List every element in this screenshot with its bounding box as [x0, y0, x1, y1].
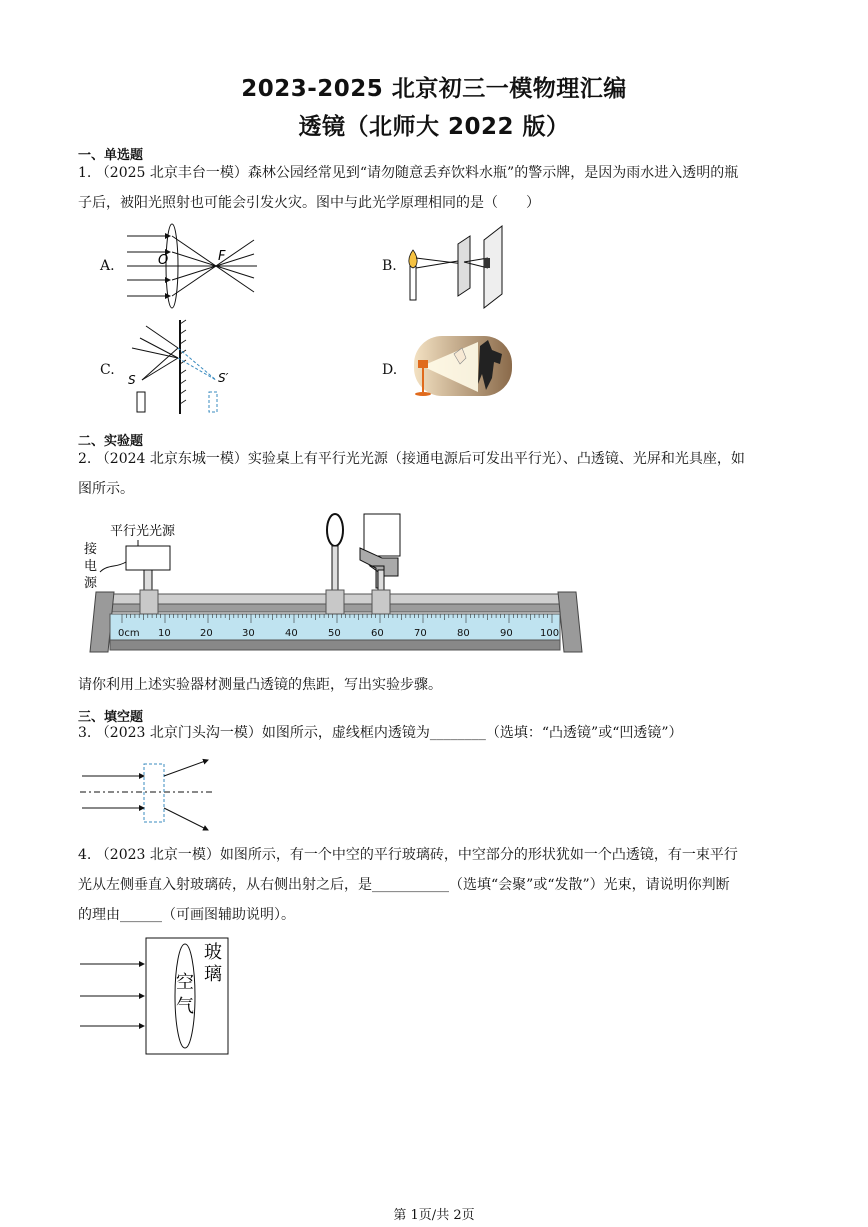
question-1 — [78, 158, 790, 218]
glass-label-1: 玻 — [204, 942, 222, 963]
question-4-line1: 4. （2023 北京一模）如图所示，有一个中空的平行玻璃砖，中空部分的形状犹如一个凸透镜，有一束平行 — [78, 847, 738, 863]
page-number: 第 1页/共 2页 — [393, 1208, 475, 1223]
option-d-figure — [410, 334, 515, 400]
point-o-label: O — [158, 253, 169, 268]
scale-label-90: 90 — [500, 628, 513, 639]
option-a-figure — [122, 222, 262, 312]
question-2 — [78, 444, 790, 504]
scale-label-70: 70 — [414, 628, 427, 639]
air-label-2: 气 — [176, 996, 194, 1017]
option-d-label: D. — [382, 362, 398, 378]
question-3-figure — [78, 758, 218, 834]
question-4-figure — [78, 934, 238, 1058]
power-label-3: 源 — [84, 576, 98, 591]
page-title-line2: 透镜（北师大 2022 版） — [298, 114, 570, 140]
question-4-line3: 的理由______（可画图辅助说明）。 — [78, 907, 295, 923]
question-4 — [78, 840, 790, 930]
question-1-line2: 子后，被阳光照射也可能会引发火灾。图中与此光学原理相同的是（ ） — [78, 195, 540, 211]
question-2-line1: 2. （2024 北京东城一模）实验桌上有平行光光源（接通电源后可发出平行光）、凸透镜、光屏和光具座，如 — [78, 451, 745, 467]
glass-label-2: 璃 — [204, 964, 222, 985]
section-heading-experiment: 二、实验题 — [78, 434, 144, 449]
optical-bench-figure — [78, 510, 593, 670]
scale-label-100: 100 — [540, 628, 560, 639]
option-b-figure — [404, 222, 514, 312]
scale-label-80: 80 — [457, 628, 470, 639]
point-s-prime-label: S′ — [218, 371, 229, 385]
scale-label-20: 20 — [200, 628, 213, 639]
power-label-1: 接 — [84, 542, 98, 557]
light-source-label: 平行光光源 — [110, 524, 176, 539]
point-f-label: F — [218, 249, 226, 264]
option-b-label: B. — [382, 258, 397, 274]
scale-label-10: 10 — [158, 628, 171, 639]
air-label-1: 空 — [176, 972, 194, 993]
scale-label-30: 30 — [242, 628, 255, 639]
scale-label-0: 0cm — [118, 628, 140, 639]
option-c-figure — [124, 318, 234, 418]
section-heading-single-choice: 一、单选题 — [78, 148, 144, 163]
point-s-label: S — [128, 373, 136, 387]
option-a-label: A. — [100, 258, 115, 274]
question-4-line2: 光从左侧垂直入射玻璃砖，从右侧出射之后，是___________（选填“会聚”或“发散”）光束，请说明你判断 — [78, 877, 730, 893]
question-2-prompt: 请你利用上述实验器材测量凸透镜的焦距，写出实验步骤。 — [78, 677, 442, 693]
question-1-line1: 1. （2025 北京丰台一模）森林公园经常见到“请勿随意丢弃饮料水瓶”的警示牌，是因为雨水进入透明的瓶 — [78, 165, 739, 181]
scale-label-60: 60 — [371, 628, 384, 639]
question-3: 3. （2023 北京门头沟一模）如图所示，虚线框内透镜为________（选填：“凸透镜”或“凹透镜”） — [78, 725, 683, 741]
option-c-label: C. — [100, 362, 115, 378]
scale-label-40: 40 — [285, 628, 298, 639]
power-label-2: 电 — [84, 559, 98, 574]
page-title-line1: 2023-2025 北京初三一模物理汇编 — [241, 76, 627, 102]
section-heading-fill-in: 三、填空题 — [78, 710, 144, 725]
question-2-line2: 图所示。 — [78, 481, 134, 497]
scale-label-50: 50 — [328, 628, 341, 639]
